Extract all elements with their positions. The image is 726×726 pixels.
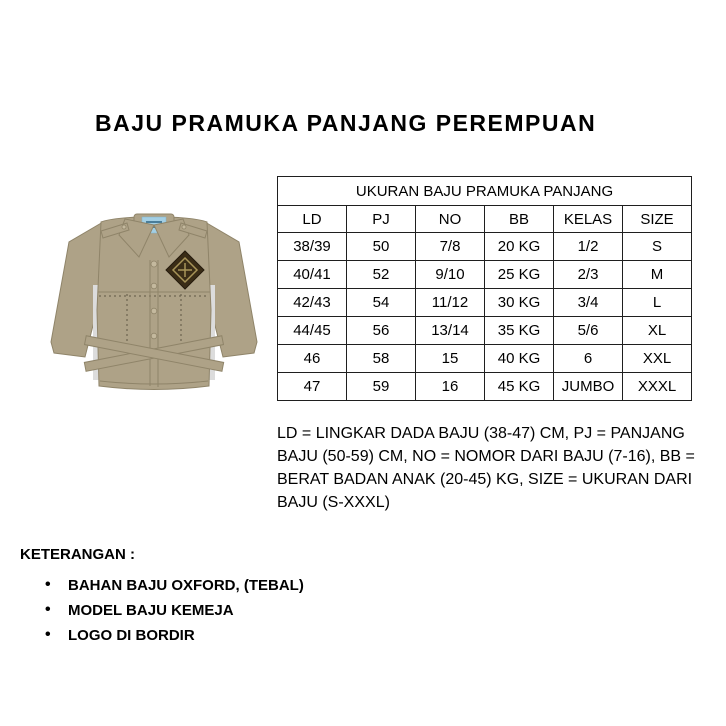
scout-shirt-graphic: [38, 190, 270, 405]
table-cell: 5/6: [554, 317, 623, 345]
size-table-body: [278, 233, 692, 401]
table-cell: S: [623, 233, 692, 261]
table-cell: 30 KG: [485, 289, 554, 317]
table-cell: 16: [416, 373, 485, 401]
table-cell: 20 KG: [485, 233, 554, 261]
table-row: [278, 317, 692, 345]
table-cell: 56: [347, 317, 416, 345]
neck-label-print: [146, 221, 162, 223]
size-table-column-header: SIZE: [623, 206, 692, 233]
table-cell: XL: [623, 317, 692, 345]
table-cell: 9/10: [416, 261, 485, 289]
size-table-title: UKURAN BAJU PRAMUKA PANJANG: [278, 177, 692, 206]
keterangan-item: • LOGO DI BORDIR: [45, 628, 304, 643]
table-cell: JUMBO: [554, 373, 623, 401]
shirt-button: [151, 333, 157, 339]
size-table-container: [277, 176, 692, 401]
page-title: BAJU PRAMUKA PANJANG PEREMPUAN: [95, 110, 597, 137]
table-row: [278, 373, 692, 401]
table-cell: 15: [416, 345, 485, 373]
size-table-column-header: LD: [278, 206, 347, 233]
table-row: [278, 345, 692, 373]
size-table-column-header: PJ: [347, 206, 416, 233]
table-cell: 11/12: [416, 289, 485, 317]
keterangan-item: • BAHAN BAJU OXFORD, (TEBAL): [45, 578, 304, 593]
table-cell: XXL: [623, 345, 692, 373]
table-cell: 44/45: [278, 317, 347, 345]
epaulette-button: [122, 225, 126, 229]
table-cell: 2/3: [554, 261, 623, 289]
table-cell: 50: [347, 233, 416, 261]
table-cell: 6: [554, 345, 623, 373]
table-cell: 25 KG: [485, 261, 554, 289]
table-cell: 7/8: [416, 233, 485, 261]
size-table: [277, 176, 692, 401]
table-row: [278, 289, 692, 317]
keterangan-heading: KETERANGAN :: [20, 546, 135, 563]
table-cell: 3/4: [554, 289, 623, 317]
table-cell: 52: [347, 261, 416, 289]
legend-note: LD = LINGKAR DADA BAJU (38-47) CM, PJ = PANJANG BAJU (50-59) CM, NO = NOMOR DARI BAJU (7-16), BB = BERAT BADAN ANAK (20-45) KG, SIZE = UKURAN DARI BAJU (S-XXXL): [277, 425, 695, 511]
epaulette-button: [182, 225, 186, 229]
table-cell: 54: [347, 289, 416, 317]
size-table-column-header: BB: [485, 206, 554, 233]
table-cell: 58: [347, 345, 416, 373]
product-photo: [38, 190, 270, 405]
table-cell: L: [623, 289, 692, 317]
table-cell: 38/39: [278, 233, 347, 261]
table-cell: M: [623, 261, 692, 289]
table-cell: 47: [278, 373, 347, 401]
table-cell: 45 KG: [485, 373, 554, 401]
table-cell: 35 KG: [485, 317, 554, 345]
shirt-button: [151, 308, 157, 314]
size-table-title-row: [278, 177, 692, 206]
shirt-button: [151, 283, 157, 289]
size-table-column-header: NO: [416, 206, 485, 233]
size-table-column-header: KELAS: [554, 206, 623, 233]
table-cell: XXXL: [623, 373, 692, 401]
table-cell: 59: [347, 373, 416, 401]
shirt-button: [151, 261, 157, 267]
table-cell: 13/14: [416, 317, 485, 345]
table-cell: 40 KG: [485, 345, 554, 373]
keterangan-list: [45, 578, 304, 653]
table-row: [278, 233, 692, 261]
table-cell: 40/41: [278, 261, 347, 289]
table-cell: 46: [278, 345, 347, 373]
table-cell: 1/2: [554, 233, 623, 261]
size-table-head-row: [278, 206, 692, 233]
table-cell: 42/43: [278, 289, 347, 317]
keterangan-item: • MODEL BAJU KEMEJA: [45, 603, 304, 618]
table-row: [278, 261, 692, 289]
